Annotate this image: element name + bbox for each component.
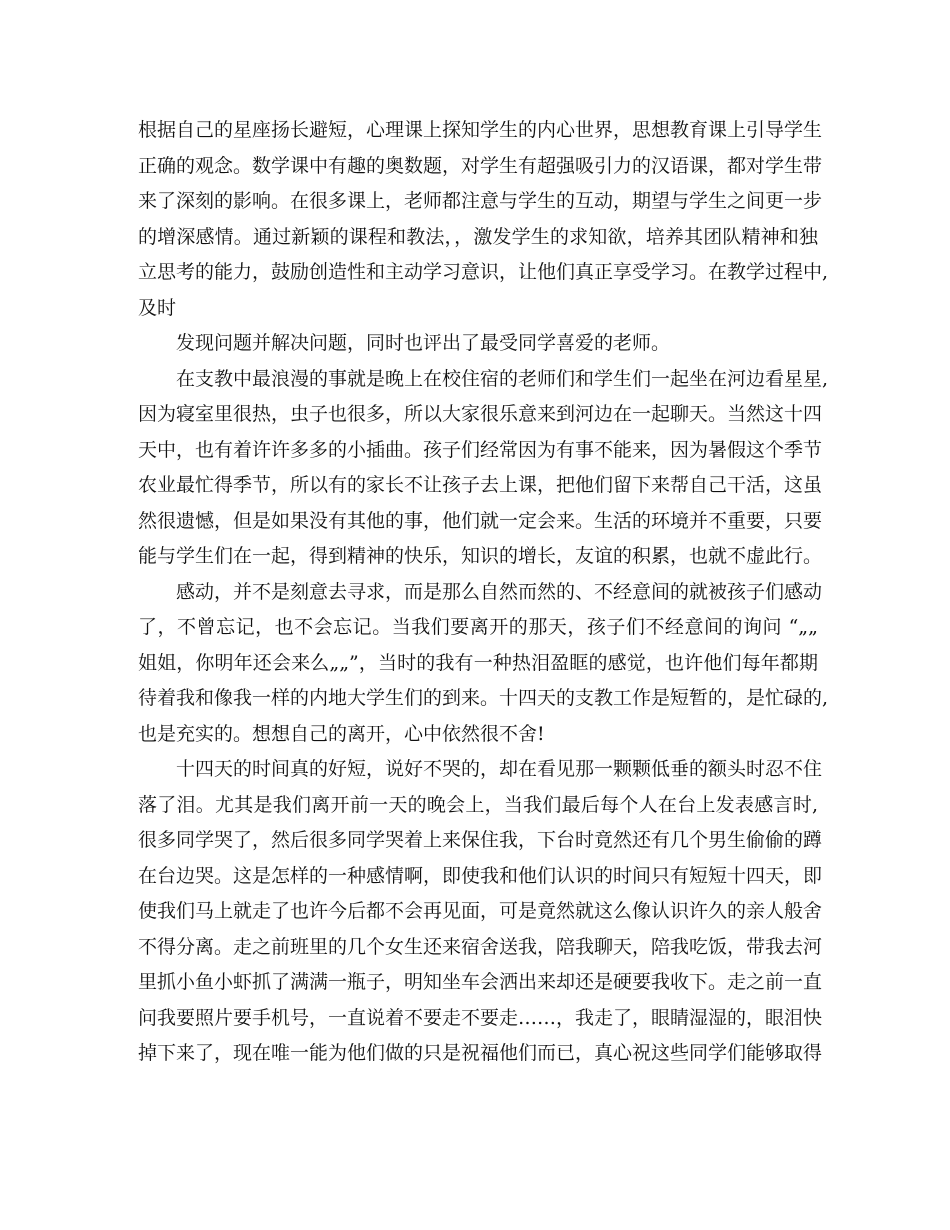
- text-line: 感动，并不是刻意去寻求，而是那么自然而然的、不经意间的就被孩子们感动: [176, 580, 823, 603]
- text-line: 了，不曾忘记，也不会忘记。当我们要离开的那天，孩子们不经意间的询问 “„„: [138, 616, 818, 638]
- text-line: 能与学生们在一起，得到精神的快乐，知识的增长，友谊的积累，也就不虚此行。: [138, 545, 823, 567]
- text-line: 落了泪。尤其是我们离开前一天的晚会上，当我们最后每个人在台上发表感言时,: [138, 793, 818, 816]
- text-line: 使我们马上就走了也许今后都不会再见面，可是竟然就这么像认识许久的亲人般舍: [138, 900, 823, 922]
- text-line: 及时: [138, 296, 177, 319]
- text-line: 正确的观念。数学课中有趣的奥数题，对学生有超强吸引力的汉语课，都对学生带: [138, 154, 823, 177]
- text-line: 来了深刻的影响。在很多课上，老师都注意与学生的互动，期望与学生之间更一步: [138, 190, 823, 212]
- text-line: 发现问题并解决问题，同时也评出了最受同学喜爱的老师。: [176, 332, 671, 354]
- text-line: 在台边哭。这是怎样的一种感情啊，即使我和他们认识的时间只有短短十四天，即: [138, 864, 823, 887]
- text-line: 因为寝室里很热，虫子也很多，所以大家很乐意来到河边在一起聊天。当然这十四: [138, 403, 823, 425]
- text-line: 在支教中最浪漫的事就是晚上在校住宿的老师们和学生们一起坐在河边看星星,: [176, 367, 829, 390]
- text-line: 姐姐，你明年还会来么„„”，当时的我有一种热泪盈眶的感觉，也许他们每年都期: [138, 651, 818, 674]
- text-line: 掉下来了，现在唯一能为他们做的只是祝福他们而已，真心祝这些同学们能够取得: [138, 1042, 823, 1064]
- text-line: 待着我和像我一样的内地大学生们的到来。十四天的支教工作是短暂的，是忙碌的,: [138, 687, 829, 709]
- text-line: 里抓小鱼小虾抓了满满一瓶子，明知坐车会洒出来却还是硬要我收下。走之前一直: [138, 971, 823, 993]
- text-line: 不得分离。走之前班里的几个女生还来宿舍送我，陪我聊天，陪我吃饭，带我去河: [138, 935, 823, 958]
- text-line: 也是充实的。想想自己的离开，心中依然很不舍!: [138, 722, 545, 745]
- text-line: 十四天的时间真的好短，说好不哭的，却在看见那一颗颗低垂的额头时忍不住: [176, 758, 823, 780]
- text-line: 根据自己的星座扬长避短，心理课上探知学生的内心世界，思想教育课上引导学生: [138, 119, 823, 141]
- text-line: 很多同学哭了，然后很多同学哭着上来保住我，下台时竟然还有几个男生偷偷的蹲: [138, 829, 823, 851]
- document-body: [138, 113, 829, 1072]
- text-line: 农业最忙得季节，所以有的家长不让孩子去上课，把他们留下来帮自己干活，这虽: [138, 474, 823, 496]
- text-line: 天中，也有着许许多多的小插曲。孩子们经常因为有事不能来，因为暑假这个季节: [138, 438, 823, 461]
- text-line: 的增深感情。通过新颖的课程和教法，，激发学生的求知欲，培养其团队精神和独: [138, 225, 818, 248]
- text-line: 立思考的能力，鼓励创造性和主动学习意识，让他们真正享受学习。在教学过程中,: [138, 261, 829, 283]
- text-line: 然很遗憾，但是如果没有其他的事，他们就一定会来。生活的环境并不重要，只要: [138, 509, 823, 532]
- text-line: 问我要照片要手机号，一直说着不要走不要走……，我走了，眼睛湿湿的，眼泪快: [138, 1006, 823, 1029]
